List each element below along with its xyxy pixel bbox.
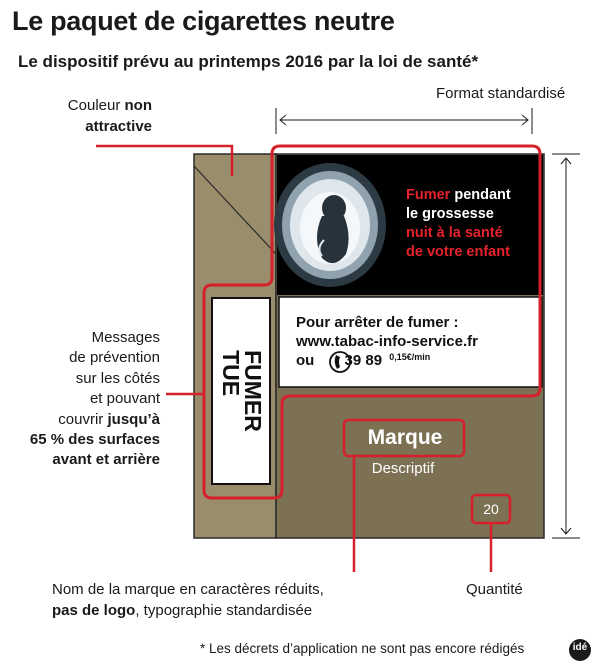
help-line-3 [296, 352, 478, 371]
help-text [296, 314, 478, 370]
nom-line-2-rest: , typographie standardisée [135, 601, 313, 619]
warning-red-2: nuit à la santé [406, 224, 503, 241]
messages-line-5a: couvrir [58, 410, 108, 428]
help-line-1: Pour arrêter de fumer : [296, 314, 459, 331]
help-price: 0,15€/min [389, 351, 431, 362]
nom-marque-label [52, 580, 324, 621]
help-line-2: www.tabac-info-service.fr [296, 332, 478, 350]
messages-line-3: sur les côtés [75, 369, 160, 387]
help-phone: 39 89 [344, 351, 383, 369]
warning-white-2: le grossesse [406, 205, 494, 222]
messages-line-5b: jusqu’à [107, 410, 160, 428]
side-line-2: TUE [218, 350, 244, 397]
messages-line-6: 65 % des surfaces [29, 430, 160, 448]
footnote: * Les décrets d’application ne sont pas encore rédigés [200, 641, 525, 656]
warning-red-3: de votre enfant [406, 243, 510, 260]
help-ou: ou [296, 351, 315, 369]
page-subtitle: Le dispositif prévu au printemps 2016 par la loi de santé* [18, 52, 479, 71]
quantity-text: 20 [483, 501, 499, 517]
couleur-bold-1: non [124, 97, 152, 114]
height-dimension [552, 154, 580, 538]
warning-white-1: pendant [450, 187, 511, 203]
messages-label [6, 328, 160, 471]
messages-line-2: de prévention [69, 349, 160, 367]
messages-line-4: et pouvant [89, 390, 160, 408]
fetus-image [274, 163, 386, 287]
nom-line-1: Nom de la marque en caractères réduits, [52, 581, 324, 598]
side-line-1: FUMER [239, 350, 266, 432]
page-title: Le paquet de cigarettes neutre [12, 6, 395, 36]
couleur-bold-2: attractive [85, 117, 152, 135]
format-label: Format standardisé [436, 85, 566, 102]
couleur-text: Couleur [67, 97, 125, 114]
messages-line-1: Messages [91, 329, 160, 346]
nom-line-2-bold: pas de logo [52, 601, 136, 619]
warning-text [406, 186, 534, 261]
quantite-label: Quantité [466, 581, 523, 598]
side-warning [212, 298, 270, 484]
couleur-label [20, 96, 152, 137]
warning-red-1: Fumer [406, 187, 451, 203]
descriptif-text: Descriptif [371, 460, 435, 477]
width-dimension [276, 108, 532, 134]
messages-line-7: avant et arrière [52, 451, 160, 469]
side-warning-text [218, 350, 266, 432]
ide-logo-text: idé [572, 642, 588, 653]
marque-text: Marque [367, 426, 443, 449]
